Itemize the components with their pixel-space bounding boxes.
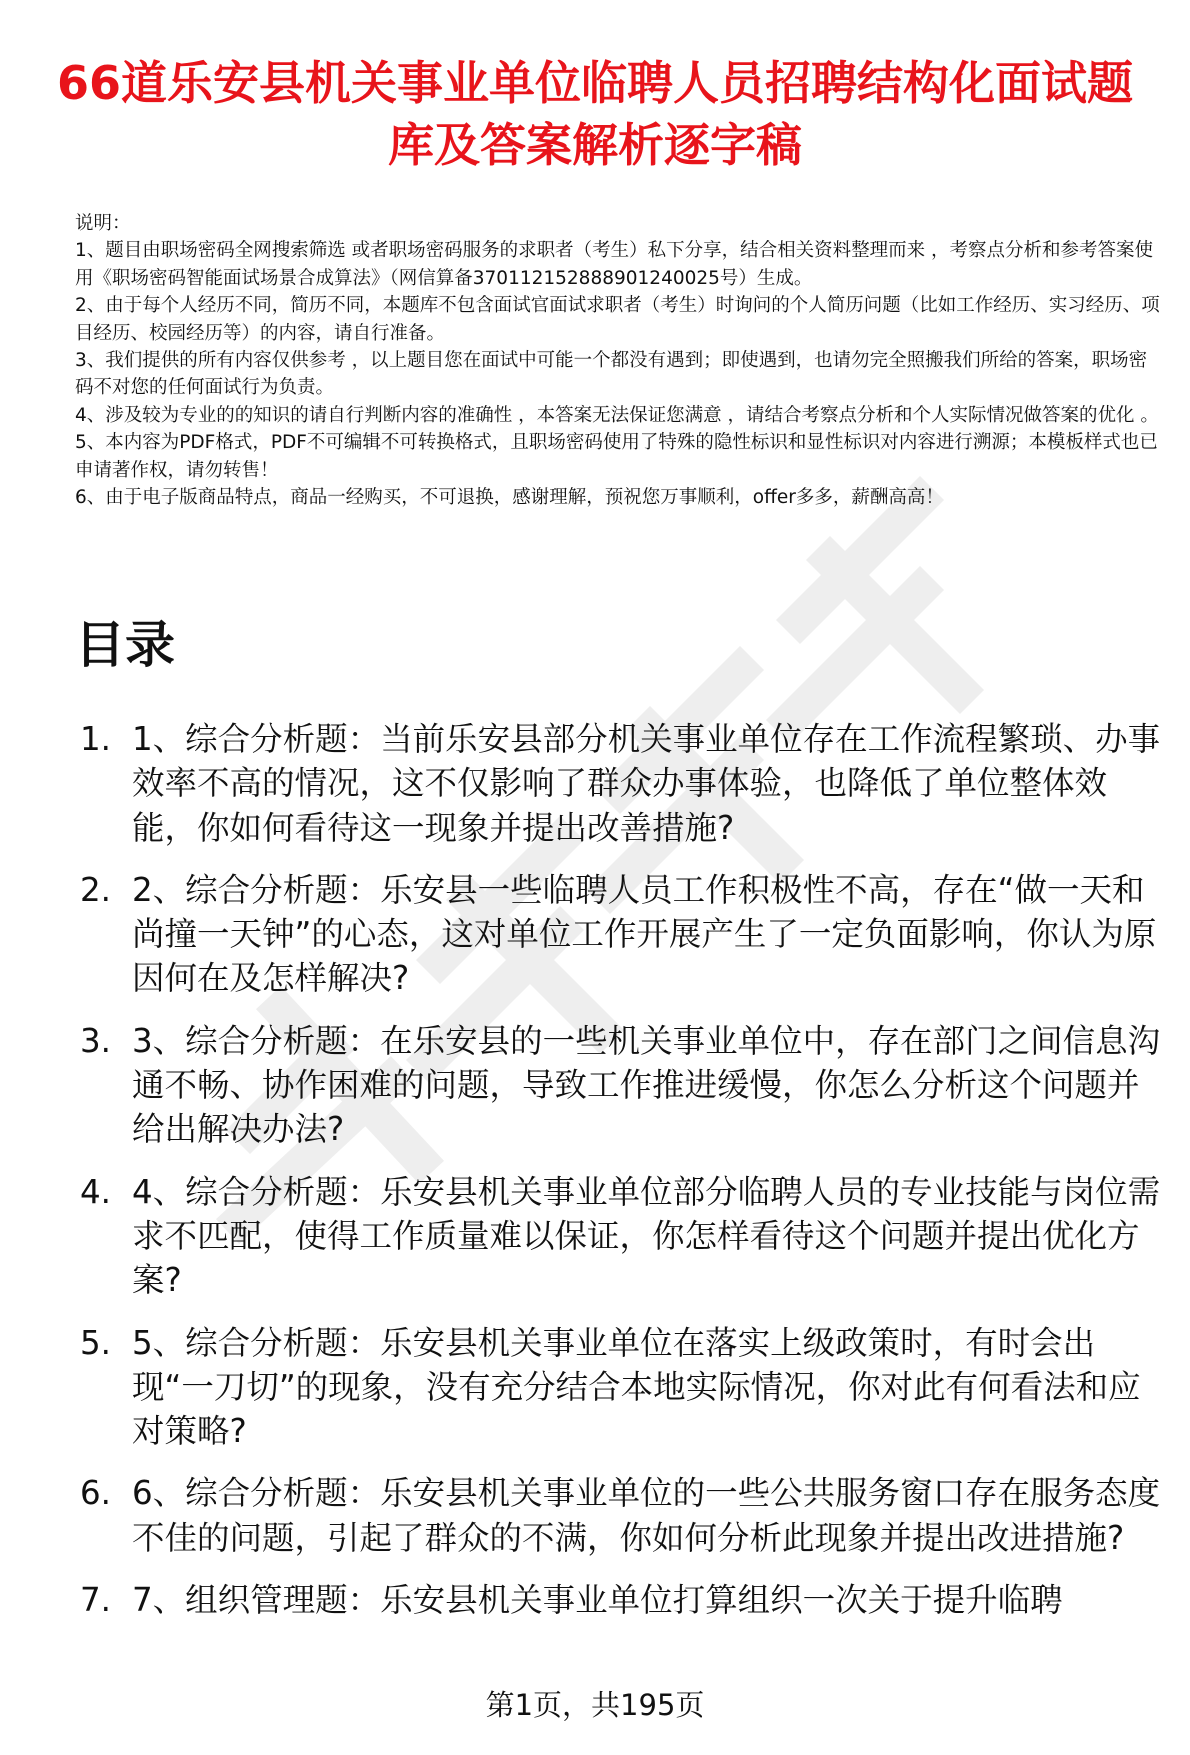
toc-item-text[interactable]: 7、组织管理题：乐安县机关事业单位打算组织一次关于提升临聘 (132, 1581, 1063, 1620)
toc-item-number: 1. (80, 720, 112, 758)
notes-item: 6、由于电子版商品特点，商品一经购买，不可退换，感谢理解，预祝您万事顺利，offer多多，薪酬高高！ (75, 487, 944, 509)
toc-item-text[interactable]: 3、综合分析题：在乐安县的一些机关事业单位中，存在部门之间信息沟通不畅、协作困难的问题，导致工作推进缓慢，你怎么分析这个问题并给出解决办法? (132, 1021, 1161, 1149)
toc-item[interactable] (75, 717, 1165, 850)
toc-item[interactable] (75, 868, 1165, 1001)
toc-item-number: 3. (80, 1021, 112, 1060)
page-footer: 第1页，共195页 (485, 1688, 705, 1722)
notes-section (75, 210, 1165, 511)
notes-item: 2、由于每个人经历不同，简历不同，本题库不包含面试官面试求职者（考生）时询问的个人简历问题（比如工作经历、实习经历、项目经历、校园经历等）的内容，请自行准备。 (75, 295, 1160, 344)
notes-item: 3、我们提供的所有内容仅供参考 ，以上题目您在面试中可能一个都没有遇到；即使遇到，也请勿完全照搬我们所给的答案，职场密码不对您的任何面试行为负责。 (75, 350, 1148, 399)
toc-heading: 目录 (75, 616, 175, 674)
toc-item-number: 4. (80, 1172, 112, 1211)
document-title: 66道乐安县机关事业单位临聘人员招聘结构化面试题库及答案解析逐字稿 (56, 56, 1133, 172)
toc-list (75, 717, 1165, 1640)
toc-item-text[interactable]: 5、综合分析题：乐安县机关事业单位在落实上级政策时，有时会出现“一刀切”的现象，没有充分结合本地实际情况，你对此有何看法和应对策略? (132, 1323, 1141, 1451)
toc-item-text[interactable]: 1、综合分析题：当前乐安县部分机关事业单位存在工作流程繁琐、办事效率不高的情况，这不仅影响了群众办事体验，也降低了单位整体效能，你如何看待这一现象并提出改善措施? (132, 720, 1161, 847)
toc-item-number: 5. (80, 1323, 112, 1362)
toc-item[interactable] (75, 1578, 1165, 1622)
notes-heading: 说明： (75, 213, 131, 234)
toc-item-text[interactable]: 2、综合分析题：乐安县一些临聘人员工作积极性不高，存在“做一天和尚撞一天钟”的心态，这对单位工作开展产生了一定负面影响，你认为原因何在及怎样解决? (132, 870, 1157, 998)
toc-item[interactable] (75, 1471, 1165, 1560)
toc-item-number: 7. (80, 1581, 112, 1620)
toc-item-number: 2. (80, 870, 112, 909)
toc-item[interactable] (75, 1170, 1165, 1303)
toc-item[interactable] (75, 1321, 1165, 1454)
notes-item: 1、题目由职场密码全网搜索筛选 或者职场密码服务的求职者（考生）私下分享，结合相关资料整理而来 ，考察点分析和参考答案使用《职场密码智能面试场景合成算法》（网信算备370112152888901240025号）生成。 (75, 240, 1154, 289)
toc-item-number: 6. (80, 1474, 112, 1513)
toc-item-text[interactable]: 6、综合分析题：乐安县机关事业单位的一些公共服务窗口存在服务态度不佳的问题，引起了群众的不满，你如何分析此现象并提出改进措施? (132, 1474, 1161, 1557)
notes-item: 4、涉及较为专业的的知识的请自行判断内容的准确性 ，本答案无法保证您满意 ，请结合考察点分析和个人实际情况做答案的优化 。 (75, 404, 1159, 426)
notes-item: 5、本内容为PDF格式，PDF不可编辑不可转换格式，且职场密码使用了特殊的隐性标识和显性标识对内容进行溯源；本模板样式也已申请著作权，请勿转售！ (75, 432, 1158, 481)
toc-item[interactable] (75, 1019, 1165, 1152)
toc-item-text[interactable]: 4、综合分析题：乐安县机关事业单位部分临聘人员的专业技能与岗位需求不匹配，使得工作质量难以保证，你怎样看待这个问题并提出优化方案? (132, 1172, 1161, 1300)
